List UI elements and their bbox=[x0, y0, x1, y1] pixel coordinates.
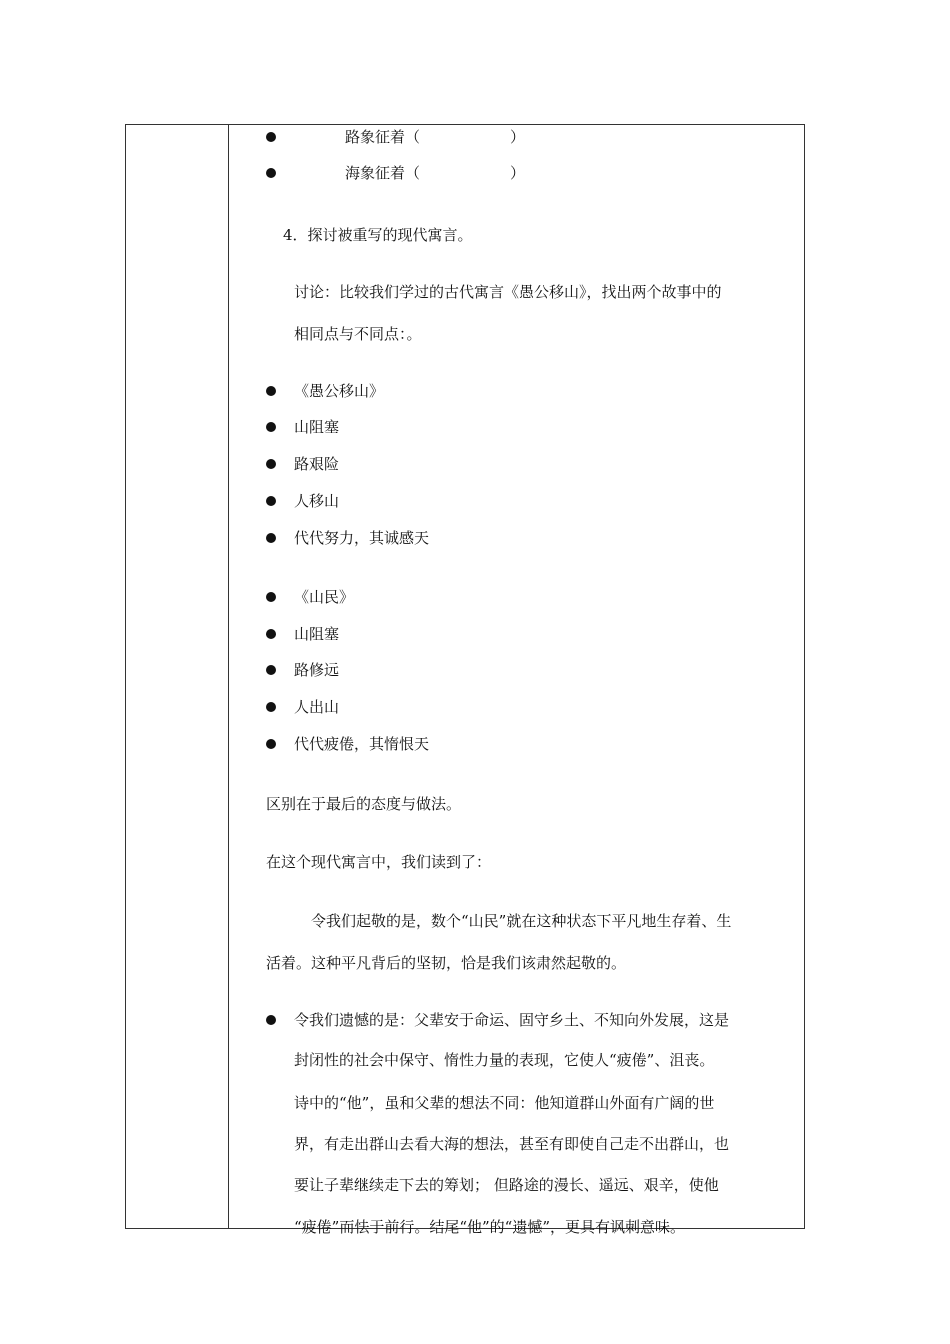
column-divider bbox=[228, 124, 229, 1229]
list-item: 山阻塞 bbox=[294, 625, 340, 643]
list-item: 代代努力，其诚感天 bbox=[294, 529, 430, 547]
respect-line-1: 令我们起敬的是，数个“山民”就在这种状态下平凡地生存着、生 bbox=[311, 912, 732, 930]
section-heading: 4．探讨被重写的现代寓言。 bbox=[283, 226, 473, 244]
regret-line-2: 封闭性的社会中保守、惰性力量的表现，它使人“疲倦”、沮丧。 bbox=[294, 1051, 715, 1069]
bullet-icon bbox=[266, 459, 276, 469]
symbol-road-label: 路象征着（ bbox=[345, 128, 421, 146]
discussion-line-2: 相同点与不同点：。 bbox=[294, 325, 422, 343]
list-item: 路修远 bbox=[294, 661, 340, 679]
regret-line-1: 令我们遗憾的是：父辈安于命运、固守乡土、不知向外发展，这是 bbox=[294, 1011, 730, 1029]
discussion-line-1: 讨论：比较我们学过的古代寓言《愚公移山》，找出两个故事中的 bbox=[294, 283, 722, 301]
bullet-icon bbox=[266, 496, 276, 506]
bullet-icon bbox=[266, 533, 276, 543]
bullet-icon bbox=[266, 702, 276, 712]
list-item: 《山民》 bbox=[294, 588, 355, 606]
reading-intro: 在这个现代寓言中，我们读到了： bbox=[266, 853, 492, 871]
bullet-icon bbox=[266, 665, 276, 675]
bullet-icon bbox=[266, 739, 276, 749]
list-item: 《愚公移山》 bbox=[294, 382, 385, 400]
symbol-sea-close: ） bbox=[510, 164, 526, 182]
list-item: 人移山 bbox=[294, 492, 340, 510]
list-item: 山阻塞 bbox=[294, 418, 340, 436]
list-item: 代代疲倦，其惰恨天 bbox=[294, 735, 430, 753]
symbol-road-close: ） bbox=[510, 128, 526, 146]
bullet-icon bbox=[266, 592, 276, 602]
bullet-icon bbox=[266, 1015, 276, 1025]
difference-text: 区别在于最后的态度与做法。 bbox=[266, 795, 462, 813]
list-item: 人出山 bbox=[294, 698, 340, 716]
regret-line-3: 诗中的“他”，虽和父辈的想法不同：他知道群山外面有广阔的世 bbox=[294, 1094, 715, 1112]
bullet-icon bbox=[266, 168, 276, 178]
regret-line-4: 界，有走出群山去看大海的想法，甚至有即使自己走不出群山，也 bbox=[294, 1135, 730, 1153]
list-item: 路艰险 bbox=[294, 455, 340, 473]
bullet-icon bbox=[266, 422, 276, 432]
regret-line-5: 要让子辈继续走下去的筹划； 但路途的漫长、遥远、艰辛，使他 bbox=[294, 1176, 719, 1194]
bullet-icon bbox=[266, 629, 276, 639]
bullet-icon bbox=[266, 132, 276, 142]
bullet-icon bbox=[266, 386, 276, 396]
regret-line-6: “疲倦”而怯于前行。结尾“他”的“遗憾”，更具有讽刺意味。 bbox=[294, 1218, 686, 1236]
symbol-sea-label: 海象征着（ bbox=[345, 164, 421, 182]
respect-line-2: 活着。这种平凡背后的坚韧，恰是我们该肃然起敬的。 bbox=[266, 954, 627, 972]
